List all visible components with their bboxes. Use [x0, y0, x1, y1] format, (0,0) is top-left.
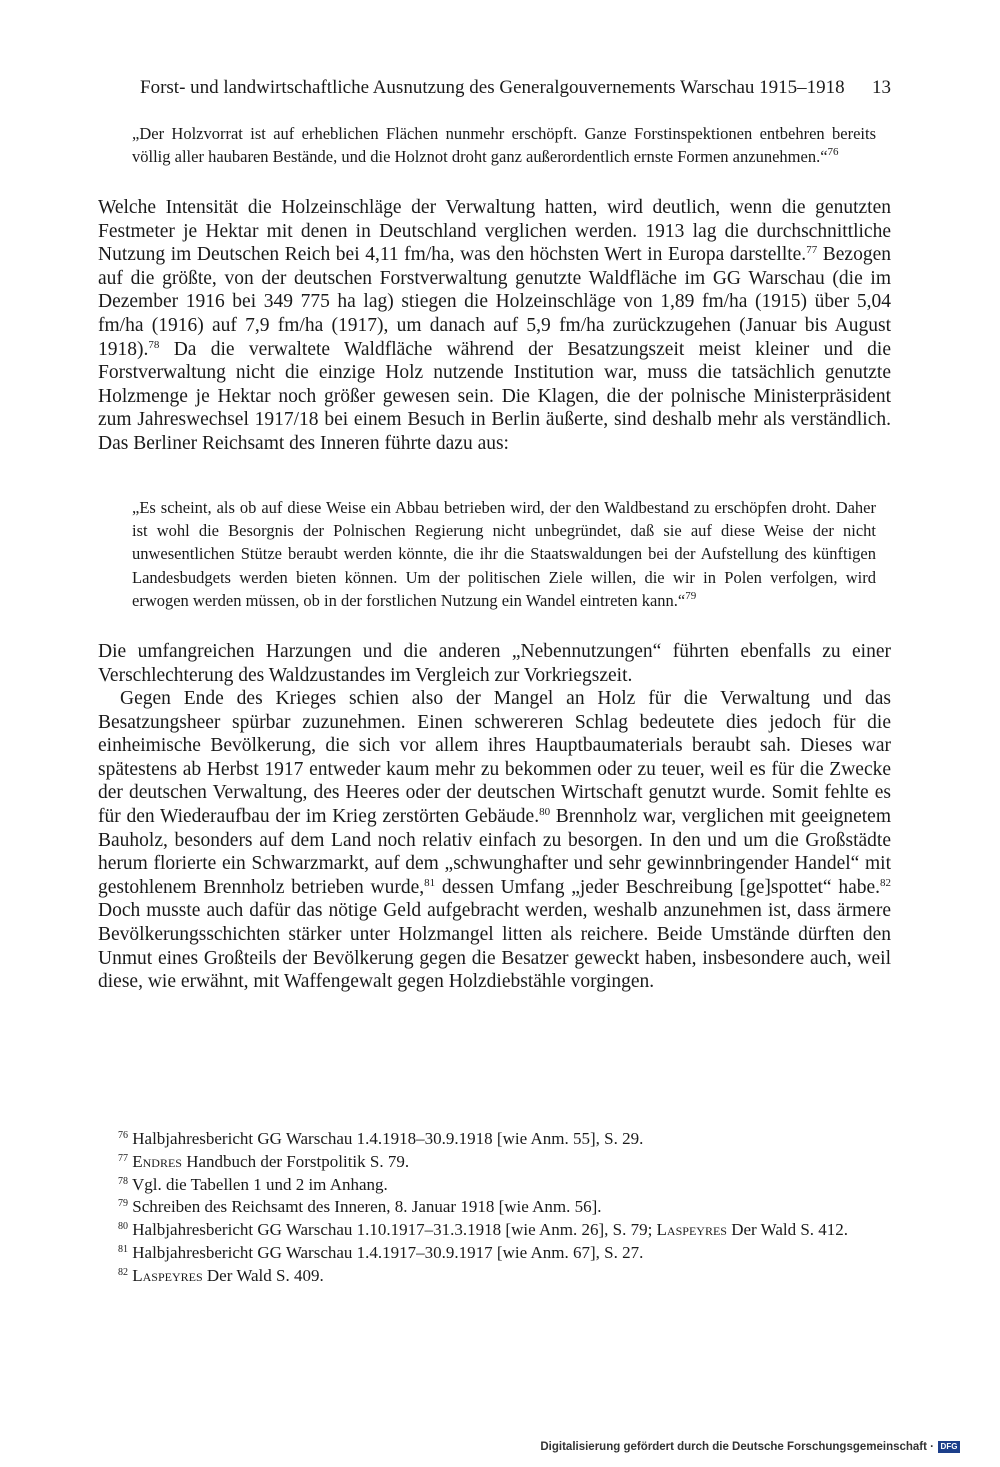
- paragraph-3-part-3: dessen Umfang „jeder Beschreibung [ge]spottet“ habe.: [435, 876, 880, 898]
- author-name: Endres: [132, 1151, 182, 1171]
- footnote-text: Handbuch der Forstpolitik S. 79.: [186, 1151, 410, 1171]
- footnote-ref-80: 80: [539, 805, 551, 818]
- footnote-text: Halbjahresbericht GG Warschau 1.4.1918–30.9.1918 [wie Anm. 55], S. 29.: [132, 1129, 644, 1148]
- digitization-text: Digitalisierung gefördert durch die Deutsche Forschungsgemeinschaft ·: [540, 1441, 934, 1453]
- paragraph-1: [98, 196, 891, 456]
- footnote-number: 77: [118, 1152, 128, 1164]
- footnote-ref-76: 76: [827, 146, 839, 159]
- quote-1-text: „Der Holzvorrat ist auf erheblichen Flächen nunmehr erschöpft. Ganze Forstinspektionen entbehren bereits völlig aller haubaren Bestände, und die Holznot droht ganz außerordentlich ernste Formen anzunehmen.“: [132, 124, 876, 167]
- footnote-80: [98, 1219, 891, 1242]
- footnote-number: 78: [118, 1175, 128, 1187]
- dfg-logo-icon: DFG: [938, 1441, 960, 1453]
- running-title: Forst- und landwirtschaftliche Ausnutzung des Generalgouvernements Warschau 1915–1918: [140, 77, 845, 98]
- footnote-82: [98, 1265, 891, 1288]
- footnote-number: 76: [118, 1130, 128, 1141]
- footnote-ref-82: 82: [880, 876, 891, 889]
- footnote-ref-78: 78: [148, 338, 160, 351]
- footnote-number: 80: [118, 1221, 128, 1233]
- author-name: Laspeyres: [132, 1265, 203, 1285]
- footnote-79: [98, 1196, 891, 1219]
- block-quote-1: [132, 122, 876, 168]
- footnote-ref-79: 79: [685, 589, 697, 602]
- paragraph-3: [98, 687, 891, 994]
- footnote-78: [98, 1174, 891, 1197]
- paragraph-3-part-2: Brennholz war, verglichen mit geeignetem Bauholz, besonders auf dem Land noch relativ einfach zu besorgen. In den und um die Großstädte herum florierte ein Schwarzmarkt, auf dem „schwunghafter und sehr gewinnbringender Handel“ mit gestohlenem Brennholz betrieben wurde,: [98, 805, 892, 898]
- author-name: Laspeyres: [656, 1220, 727, 1240]
- footnote-ref-77: 77: [806, 244, 818, 257]
- footnote-81: [98, 1242, 891, 1265]
- footnote-number: 81: [118, 1243, 128, 1255]
- footnote-text-continued: Der Wald S. 412.: [731, 1220, 849, 1240]
- footnote-text: Der Wald S. 409.: [206, 1265, 324, 1285]
- footnotes: [98, 1128, 891, 1288]
- paragraph-3-part-1: Gegen Ende des Krieges schien also der Mangel an Holz für die Verwaltung und das Besatzungsheer spürbar zuzunehmen. Einen schwereren Schlag bedeutete dies jedoch für die einheimische Bevölkerung, die sich vor allem ihres Hauptbaumaterials beraubt sah. Dieses war spätestens ab Herbst 1917 entweder kaum mehr zu bekommen oder zu teuer, weil es für die Zwecke der deutschen Verwaltung, des Heeres oder der deutschen Wirtschaft genutzt wurde. Somit fehlte es für den Wiederaufbau der im Krieg zerstörten Gebäude.: [98, 688, 891, 827]
- paragraph-1-part-3: Da die verwaltete Waldfläche während der Besatzungszeit meist kleiner und die Forstverwaltung nicht die einzige Holz nutzende Institution war, muss die tatsächlich genutzte Holzmenge je Hektar noch größer gewesen sein. Die Klagen, die der polnische Ministerpräsident zum Jahreswechsel 1917/18 bei einem Besuch in Berlin äußerte, sind deshalb mehr als verständlich. Das Berliner Reichsamt des Inneren führte dazu aus:: [98, 338, 891, 454]
- digitization-credit: [540, 1441, 960, 1453]
- paragraph-3-part-4: Doch musste auch dafür das nötige Geld aufgebracht werden, weshalb anzunehmen ist, dass ärmere Bevölkerungsschichten stärker unter Holzmangel litten als reichere. Beide Umstände dürften den Unmut eines Großteils der Bevölkerung gegen die Besatzer geweckt haben, insbesondere auch, weil diese, wie erwähnt, mit Waffengewalt gegen Holzdiebstähle vorgingen.: [98, 900, 891, 993]
- paragraph-2-text: Die umfangreichen Harzungen und die anderen „Nebennutzungen“ führten ebenfalls zu einer Verschlechterung des Waldzustandes im Vergleich zur Vorkriegszeit.: [98, 641, 891, 686]
- footnote-text: Halbjahresbericht GG Warschau 1.10.1917–31.3.1918 [wie Anm. 26], S. 79;: [132, 1220, 653, 1240]
- footnote-number: 79: [118, 1198, 128, 1210]
- quote-2-text: „Es scheint, als ob auf diese Weise ein Abbau betrieben wird, der den Waldbestand zu erschöpfen droht. Daher ist wohl die Besorgnis der Polnischen Regierung nicht unbegründet, daß sie auf diese Weise der nicht unwesentlichen Stütze beraubt werden könnte, die ihr die Staatswaldungen bei der Aufstellung des künftigen Landesbudgets werden bieten können. Um der politischen Ziele willen, die wir in Polen verfolgen, wird erwogen werden müssen, ob in der forstlichen Nutzung ein Wandel eintreten kann.“: [132, 498, 876, 610]
- footnote-text: Vgl. die Tabellen 1 und 2 im Anhang.: [131, 1174, 388, 1194]
- paragraph-1-part-1: Welche Intensität die Holzeinschläge der Verwaltung hatten, wird deutlich, wenn die genutzten Festmeter je Hektar mit denen in Deutschland verglichen werden. 1913 lag die durchschnittliche Nutzung im Deutschen Reich bei 4,11 fm/ha, was den höchsten Wert in Europa darstellte.: [98, 197, 891, 266]
- footnote-number: 82: [118, 1266, 128, 1278]
- paragraph-2: [98, 640, 891, 687]
- footnote-text: Schreiben des Reichsamt des Inneren, 8. Januar 1918 [wie Anm. 56].: [132, 1197, 602, 1217]
- paragraph-1-part-2: Bezogen auf die größte, von der deutschen Forstverwaltung genutzte Waldfläche im GG Warschau (die im Dezember 1916 bei 349 775 ha lag) stiegen die Holzeinschläge von 1,89 fm/ha (1915) über 5,04 fm/ha (1916) auf 7,9 fm/ha (1917), um danach auf 5,9 fm/ha zurückzugehen (Januar bis August 1918).: [98, 244, 891, 360]
- page-number: 13: [872, 77, 891, 98]
- running-header: [140, 77, 895, 99]
- footnote-text: Halbjahresbericht GG Warschau 1.4.1917–30.9.1917 [wie Anm. 67], S. 27.: [132, 1242, 644, 1262]
- block-quote-2: [132, 496, 876, 612]
- footnote-77: [98, 1151, 891, 1174]
- footnote-76: [98, 1128, 891, 1151]
- footnote-ref-81: 81: [424, 876, 436, 889]
